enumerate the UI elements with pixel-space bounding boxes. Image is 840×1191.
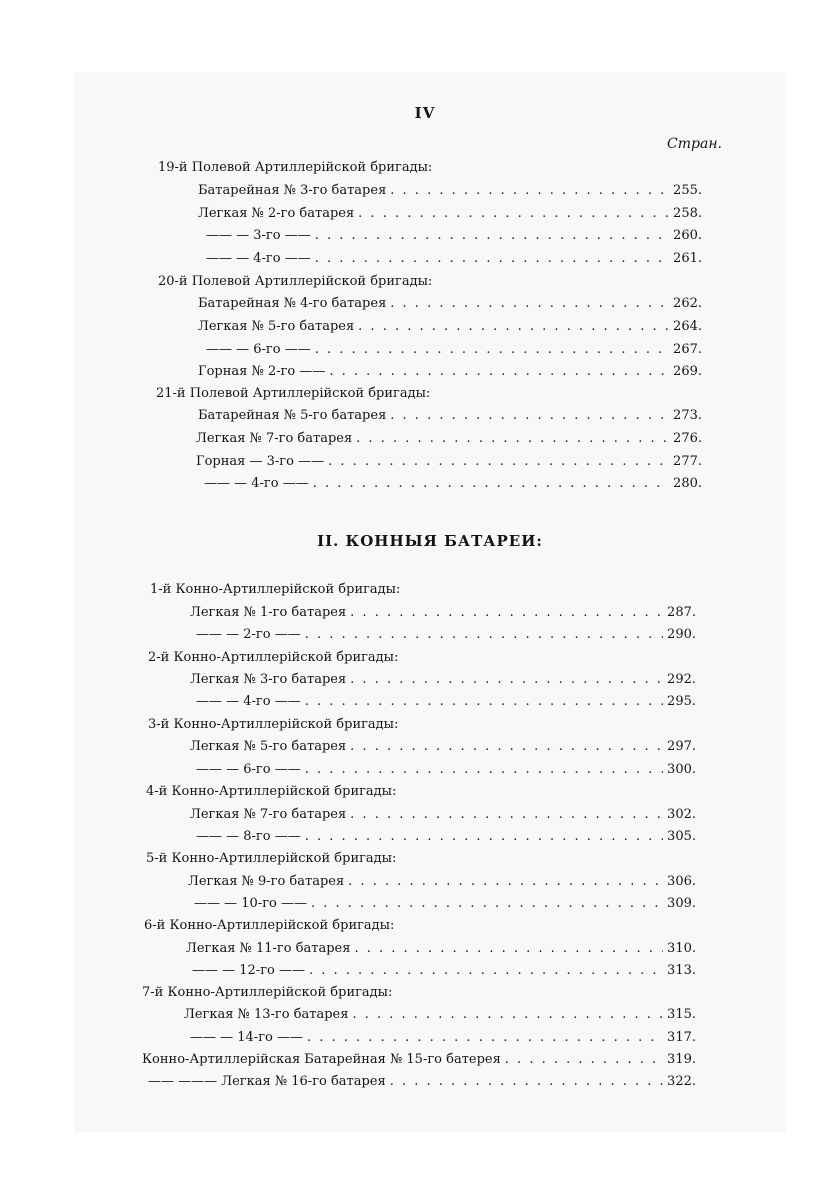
entry-page: 287. xyxy=(667,605,696,620)
entry-label: Легкая № 5-го батарея xyxy=(198,319,355,334)
brigade-heading: 19-й Полевой Артиллерійской бригады: xyxy=(158,160,433,175)
entry-label: —— — 4-го —— xyxy=(196,694,301,709)
entry-label: —— — 14-го —— xyxy=(190,1030,303,1045)
entry-label: Легкая № 9-го батарея xyxy=(188,874,345,889)
entry-page: 277. xyxy=(673,454,702,469)
dot-leader xyxy=(311,894,663,914)
toc-entry xyxy=(190,603,696,623)
toc-entry xyxy=(190,737,696,757)
dot-leader xyxy=(350,805,663,825)
entry-label: —— — 4-го —— xyxy=(204,476,309,491)
toc-entry xyxy=(184,1005,696,1025)
entry-label: Горная — 3-го —— xyxy=(196,454,325,469)
toc-entry xyxy=(192,961,696,981)
dot-leader xyxy=(390,1072,663,1092)
toc-entry xyxy=(206,249,702,269)
entry-label: Легкая № 13-го батарея xyxy=(184,1007,349,1022)
entry-page: 322. xyxy=(667,1074,696,1089)
entry-page: 267. xyxy=(673,342,702,357)
toc-entry xyxy=(198,317,702,337)
toc-entry xyxy=(198,406,702,426)
toc-entry xyxy=(198,362,702,382)
entry-label: Горная № 2-го —— xyxy=(198,364,326,379)
entry-page: 315. xyxy=(667,1007,696,1022)
dot-leader xyxy=(390,294,669,314)
page-number: IV xyxy=(414,104,436,122)
entry-label: —— ——— Легкая № 16-го батарея xyxy=(148,1074,386,1089)
entry-page: 305. xyxy=(667,829,696,844)
entry-page: 269. xyxy=(673,364,702,379)
dot-leader xyxy=(315,340,669,360)
entry-page: 309. xyxy=(667,896,696,911)
dot-leader xyxy=(350,670,663,690)
entry-page: 300. xyxy=(667,762,696,777)
dot-leader xyxy=(505,1050,663,1070)
entry-label: Легкая № 2-го батарея xyxy=(198,206,355,221)
entry-page: 310. xyxy=(667,941,696,956)
entry-page: 273. xyxy=(673,408,702,423)
brigade-heading: 7-й Конно-Артиллерійской бригады: xyxy=(142,985,393,1000)
entry-page: 302. xyxy=(667,807,696,822)
dot-leader xyxy=(305,625,663,645)
entry-page: 319. xyxy=(667,1052,696,1067)
toc-entry xyxy=(142,1050,696,1070)
entry-page: 260. xyxy=(673,228,702,243)
entry-label: Батарейная № 5-го батарея xyxy=(198,408,387,423)
dot-leader xyxy=(354,939,663,959)
toc-entry xyxy=(196,692,696,712)
entry-label: —— — 6-го —— xyxy=(196,762,301,777)
entry-page: 290. xyxy=(667,627,696,642)
dot-leader xyxy=(358,317,669,337)
dot-leader xyxy=(350,737,663,757)
dot-leader xyxy=(307,1028,663,1048)
page-column-label: Стран. xyxy=(667,136,722,152)
entry-page: 306. xyxy=(667,874,696,889)
dot-leader xyxy=(328,452,669,472)
toc-entry xyxy=(196,625,696,645)
section-title: II. КОННЫЯ БАТАРЕИ: xyxy=(317,532,543,550)
toc-entry xyxy=(196,452,702,472)
brigade-heading: 20-й Полевой Артиллерійской бригады: xyxy=(158,274,433,289)
dot-leader xyxy=(315,249,669,269)
dot-leader xyxy=(350,603,663,623)
dot-leader xyxy=(315,226,669,246)
dot-leader xyxy=(329,362,669,382)
brigade-heading: 4-й Конно-Артиллерійской бригады: xyxy=(146,784,397,799)
entry-label: —— — 4-го —— xyxy=(206,251,311,266)
toc-entry xyxy=(190,805,696,825)
entry-page: 295. xyxy=(667,694,696,709)
entry-label: Легкая № 1-го батарея xyxy=(190,605,347,620)
toc-entry xyxy=(196,760,696,780)
brigade-heading: 1-й Конно-Артиллерійской бригады: xyxy=(150,582,401,597)
toc-entry xyxy=(198,204,702,224)
entry-page: 280. xyxy=(673,476,702,491)
dot-leader xyxy=(305,827,663,847)
entry-label: Легкая № 5-го батарея xyxy=(190,739,347,754)
entry-page: 313. xyxy=(667,963,696,978)
entry-label: Батарейная № 4-го батарея xyxy=(198,296,387,311)
dot-leader xyxy=(358,204,669,224)
entry-page: 297. xyxy=(667,739,696,754)
toc-entry xyxy=(190,1028,696,1048)
entry-label: —— — 3-го —— xyxy=(206,228,311,243)
entry-page: 317. xyxy=(667,1030,696,1045)
toc-entry xyxy=(196,429,702,449)
dot-leader xyxy=(309,961,663,981)
toc-entry xyxy=(186,939,696,959)
toc-entry xyxy=(206,226,702,246)
entry-page: 258. xyxy=(673,206,702,221)
entry-page: 262. xyxy=(673,296,702,311)
dot-leader xyxy=(313,474,669,494)
entry-page: 264. xyxy=(673,319,702,334)
brigade-heading: 2-й Конно-Артиллерійской бригады: xyxy=(148,650,399,665)
dot-leader xyxy=(348,872,663,892)
dot-leader xyxy=(305,692,663,712)
toc-entry xyxy=(204,474,702,494)
toc-entry xyxy=(198,181,702,201)
dot-leader xyxy=(352,1005,663,1025)
entry-page: 261. xyxy=(673,251,702,266)
entry-label: Конно-Артиллерійская Батарейная № 15-го батерея xyxy=(142,1052,501,1067)
entry-label: —— — 8-го —— xyxy=(196,829,301,844)
brigade-heading: 6-й Конно-Артиллерійской бригады: xyxy=(144,918,395,933)
entry-label: —— — 12-го —— xyxy=(192,963,305,978)
toc-entry xyxy=(148,1072,696,1092)
entry-label: Легкая № 7-го батарея xyxy=(190,807,347,822)
toc-entry xyxy=(188,872,696,892)
toc-entry xyxy=(198,294,702,314)
entry-label: —— — 6-го —— xyxy=(206,342,311,357)
toc-entry xyxy=(206,340,702,360)
brigade-heading: 21-й Полевой Артиллерійской бригады: xyxy=(156,386,431,401)
toc-entry xyxy=(194,894,696,914)
brigade-heading: 5-й Конно-Артиллерійской бригады: xyxy=(146,851,397,866)
entry-page: 292. xyxy=(667,672,696,687)
entry-page: 255. xyxy=(673,183,702,198)
entry-label: Легкая № 11-го батарея xyxy=(186,941,351,956)
entry-label: Легкая № 3-го батарея xyxy=(190,672,347,687)
dot-leader xyxy=(390,181,669,201)
toc-entry xyxy=(190,670,696,690)
entry-label: Батарейная № 3-го батарея xyxy=(198,183,387,198)
toc-entry xyxy=(196,827,696,847)
dot-leader xyxy=(356,429,669,449)
dot-leader xyxy=(390,406,669,426)
brigade-heading: 3-й Конно-Артиллерійской бригады: xyxy=(148,717,399,732)
entry-label: —— — 10-го —— xyxy=(194,896,307,911)
entry-page: 276. xyxy=(673,431,702,446)
entry-label: —— — 2-го —— xyxy=(196,627,301,642)
entry-label: Легкая № 7-го батарея xyxy=(196,431,353,446)
dot-leader xyxy=(305,760,663,780)
